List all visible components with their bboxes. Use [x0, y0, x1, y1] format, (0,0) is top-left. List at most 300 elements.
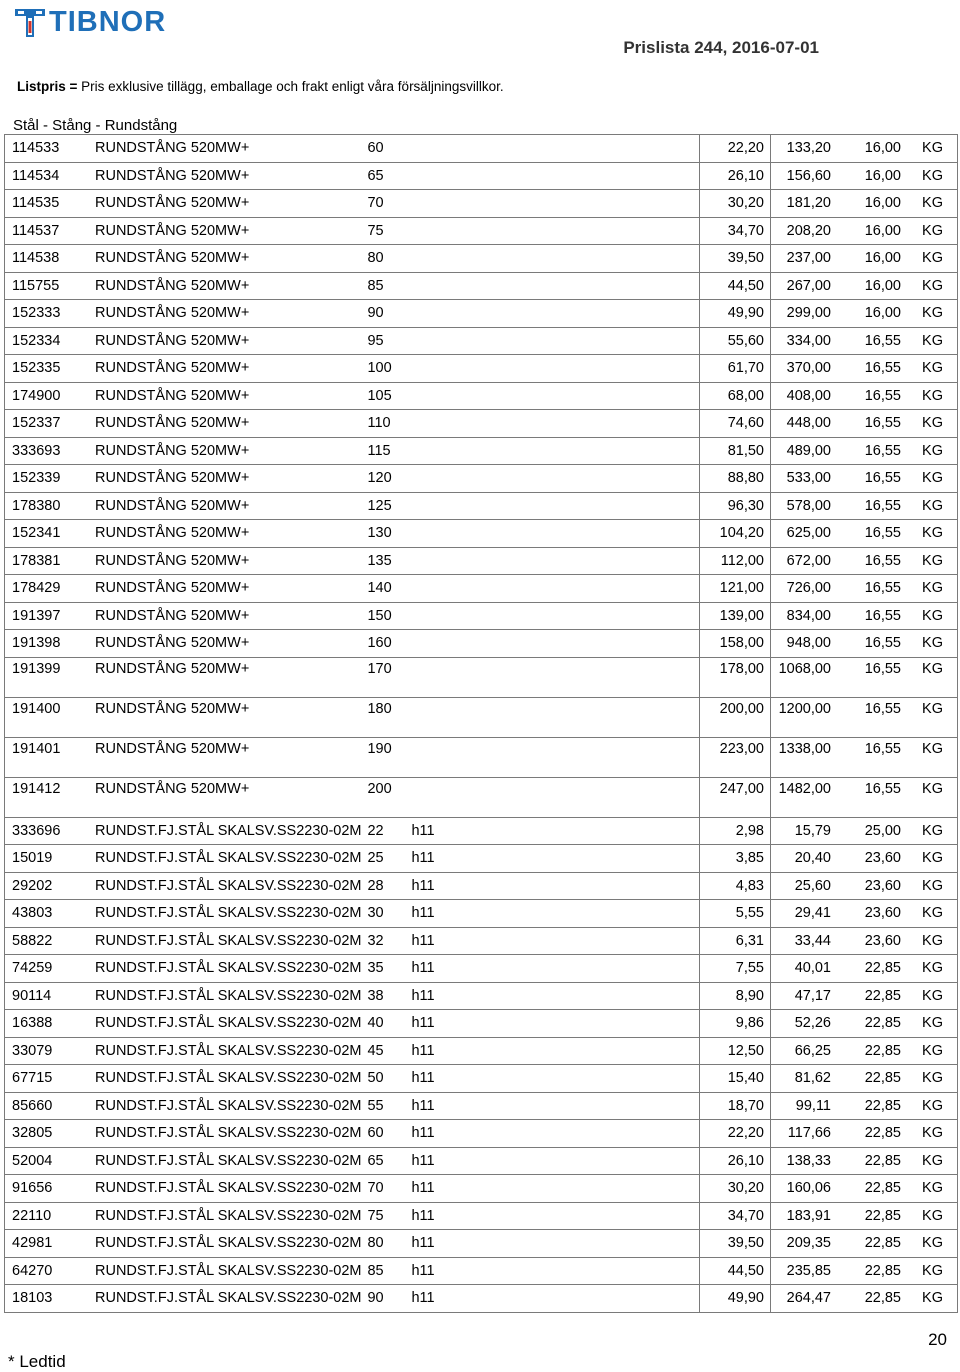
dimension-value: 180: [367, 700, 392, 717]
product-name-cell: RUNDSTÅNG 520MW+: [83, 300, 367, 328]
price-per-meter-cell: 6,31: [700, 927, 771, 955]
unit-cell: KG: [907, 465, 958, 493]
dimension-cell: [367, 845, 699, 873]
price-per-meter-cell: 34,70: [700, 217, 771, 245]
dimension-cell: [367, 737, 699, 777]
dimension-cell: [367, 1285, 699, 1313]
product-name-cell: RUNDST.FJ.STÅL SKALSV.SS2230-02M: [83, 1092, 367, 1120]
dimension-cell: [367, 1202, 699, 1230]
product-name-cell: RUNDST.FJ.STÅL SKALSV.SS2230-02M: [83, 872, 367, 900]
dimension-cell: [367, 217, 699, 245]
dimension-cell: [367, 300, 699, 328]
product-name-cell: RUNDST.FJ.STÅL SKALSV.SS2230-02M: [83, 982, 367, 1010]
price-per-meter-cell: 34,70: [700, 1202, 771, 1230]
list-price-cell: 15,79: [771, 817, 838, 845]
article-number-cell: 58822: [5, 927, 84, 955]
dimension-value: 35: [367, 960, 384, 977]
list-price-cell: 47,17: [771, 982, 838, 1010]
dimension-value: 150: [367, 607, 392, 624]
list-price-cell: 25,60: [771, 872, 838, 900]
article-number-cell: 333693: [5, 437, 84, 465]
list-price-cell: 448,00: [771, 410, 838, 438]
article-number-cell: 32805: [5, 1120, 84, 1148]
product-name-cell: RUNDSTÅNG 520MW+: [83, 520, 367, 548]
list-price-cell: 489,00: [771, 437, 838, 465]
price-per-meter-cell: 49,90: [700, 300, 771, 328]
article-number-cell: 152333: [5, 300, 84, 328]
dimension-cell: [367, 162, 699, 190]
unit-cell: KG: [907, 1202, 958, 1230]
unit-cell: KG: [907, 1230, 958, 1258]
table-row: [5, 1092, 958, 1120]
unit-cell: KG: [907, 272, 958, 300]
price-per-meter-cell: 15,40: [700, 1065, 771, 1093]
table-row: [5, 1202, 958, 1230]
weight-factor-cell: 23,60: [837, 845, 907, 873]
dimension-cell: [367, 1147, 699, 1175]
unit-cell: KG: [907, 437, 958, 465]
product-name-cell: RUNDST.FJ.STÅL SKALSV.SS2230-02M: [83, 1202, 367, 1230]
price-per-meter-cell: 18,70: [700, 1092, 771, 1120]
unit-cell: KG: [907, 190, 958, 218]
article-number-cell: 152339: [5, 465, 84, 493]
tibnor-logo: [13, 5, 166, 39]
product-name-cell: RUNDSTÅNG 520MW+: [83, 327, 367, 355]
product-name-cell: RUNDST.FJ.STÅL SKALSV.SS2230-02M: [83, 1120, 367, 1148]
dimension-value: 85: [367, 1262, 384, 1279]
table-row: [5, 465, 958, 493]
list-price-cell: 20,40: [771, 845, 838, 873]
dimension-cell: [367, 1065, 699, 1093]
dimension-value: 125: [367, 497, 392, 514]
unit-cell: KG: [907, 630, 958, 658]
table-row: [5, 630, 958, 658]
dimension-cell: [367, 1230, 699, 1258]
dimension-value: 75: [367, 222, 384, 239]
section-title: Stål - Stång - Rundstång: [13, 117, 178, 134]
table-row: [5, 900, 958, 928]
article-number-cell: 174900: [5, 382, 84, 410]
list-price-cell: 33,44: [771, 927, 838, 955]
dimension-value: 30: [367, 905, 384, 922]
price-per-meter-cell: 44,50: [700, 1257, 771, 1285]
article-number-cell: 178381: [5, 547, 84, 575]
weight-factor-cell: 22,85: [837, 1120, 907, 1148]
product-name-cell: RUNDST.FJ.STÅL SKALSV.SS2230-02M: [83, 845, 367, 873]
product-name-cell: RUNDSTÅNG 520MW+: [83, 190, 367, 218]
product-name-cell: RUNDST.FJ.STÅL SKALSV.SS2230-02M: [83, 1285, 367, 1313]
price-per-meter-cell: 12,50: [700, 1037, 771, 1065]
weight-factor-cell: 16,55: [837, 327, 907, 355]
weight-factor-cell: 22,85: [837, 1010, 907, 1038]
dimension-cell: [367, 492, 699, 520]
list-price-cell: 208,20: [771, 217, 838, 245]
unit-cell: KG: [907, 1147, 958, 1175]
weight-factor-cell: 22,85: [837, 1065, 907, 1093]
unit-cell: KG: [907, 927, 958, 955]
dimension-value: 90: [367, 305, 384, 322]
page-number: 20: [928, 1330, 947, 1349]
weight-factor-cell: 16,55: [837, 547, 907, 575]
product-name-cell: RUNDSTÅNG 520MW+: [83, 657, 367, 697]
table-row: [5, 135, 958, 163]
product-name-cell: RUNDST.FJ.STÅL SKALSV.SS2230-02M: [83, 1230, 367, 1258]
list-price-cell: 99,11: [771, 1092, 838, 1120]
dimension-cell: [367, 1257, 699, 1285]
list-price-cell: 672,00: [771, 547, 838, 575]
dimension-value: 135: [367, 552, 392, 569]
price-per-meter-cell: 121,00: [700, 575, 771, 603]
table-row: [5, 1010, 958, 1038]
price-per-meter-cell: 22,20: [700, 135, 771, 163]
weight-factor-cell: 23,60: [837, 927, 907, 955]
price-per-meter-cell: 68,00: [700, 382, 771, 410]
dimension-value: 160: [367, 635, 392, 652]
table-row: [5, 382, 958, 410]
list-price-cell: 267,00: [771, 272, 838, 300]
article-number-cell: 33079: [5, 1037, 84, 1065]
table-row: [5, 272, 958, 300]
dimension-cell: [367, 1010, 699, 1038]
price-per-meter-cell: 8,90: [700, 982, 771, 1010]
unit-cell: KG: [907, 602, 958, 630]
price-per-meter-cell: 88,80: [700, 465, 771, 493]
product-name-cell: RUNDSTÅNG 520MW+: [83, 162, 367, 190]
list-price-cell: 726,00: [771, 575, 838, 603]
list-price-cell: 66,25: [771, 1037, 838, 1065]
footnote: * Ledtid: [8, 1352, 66, 1371]
article-number-cell: 64270: [5, 1257, 84, 1285]
table-row: [5, 547, 958, 575]
list-price-cell: 299,00: [771, 300, 838, 328]
unit-cell: KG: [907, 245, 958, 273]
dimension-value: 100: [367, 360, 392, 377]
price-per-meter-cell: 55,60: [700, 327, 771, 355]
weight-factor-cell: 16,55: [837, 520, 907, 548]
table-row: [5, 1120, 958, 1148]
dimension-cell: [367, 697, 699, 737]
article-number-cell: 191400: [5, 697, 84, 737]
list-price-cell: 264,47: [771, 1285, 838, 1313]
unit-cell: KG: [907, 162, 958, 190]
article-number-cell: 114535: [5, 190, 84, 218]
article-number-cell: 114537: [5, 217, 84, 245]
article-number-cell: 90114: [5, 982, 84, 1010]
price-per-meter-cell: 22,20: [700, 1120, 771, 1148]
dimension-value: 115: [367, 442, 391, 459]
article-number-cell: 15019: [5, 845, 84, 873]
list-price-cell: 181,20: [771, 190, 838, 218]
table-row: [5, 777, 958, 817]
list-price-cell: 370,00: [771, 355, 838, 383]
list-price-cell: 408,00: [771, 382, 838, 410]
price-per-meter-cell: 44,50: [700, 272, 771, 300]
list-price-cell: 138,33: [771, 1147, 838, 1175]
article-number-cell: 85660: [5, 1092, 84, 1120]
table-row: [5, 217, 958, 245]
logo-text: TIBNOR: [49, 6, 167, 38]
list-price-cell: 533,00: [771, 465, 838, 493]
weight-factor-cell: 16,55: [837, 630, 907, 658]
dimension-cell: [367, 1092, 699, 1120]
table-row: [5, 1147, 958, 1175]
tolerance-value: h11: [411, 1180, 435, 1197]
unit-cell: KG: [907, 1285, 958, 1313]
article-number-cell: 22110: [5, 1202, 84, 1230]
dimension-value: 85: [367, 277, 384, 294]
dimension-cell: [367, 465, 699, 493]
product-name-cell: RUNDST.FJ.STÅL SKALSV.SS2230-02M: [83, 927, 367, 955]
list-price-cell: 81,62: [771, 1065, 838, 1093]
list-price-cell: 235,85: [771, 1257, 838, 1285]
dimension-cell: [367, 872, 699, 900]
tolerance-value: h11: [411, 850, 435, 867]
article-number-cell: 191399: [5, 657, 84, 697]
weight-factor-cell: 16,55: [837, 602, 907, 630]
product-name-cell: RUNDSTÅNG 520MW+: [83, 697, 367, 737]
tolerance-value: h11: [411, 1015, 435, 1032]
tibnor-logo-icon: [13, 5, 47, 39]
weight-factor-cell: 16,00: [837, 245, 907, 273]
dimension-cell: [367, 1037, 699, 1065]
list-price-cell: 52,26: [771, 1010, 838, 1038]
price-per-meter-cell: 49,90: [700, 1285, 771, 1313]
price-per-meter-cell: 96,30: [700, 492, 771, 520]
dimension-value: 55: [367, 1097, 384, 1114]
unit-cell: KG: [907, 737, 958, 777]
unit-cell: KG: [907, 547, 958, 575]
weight-factor-cell: 22,85: [837, 955, 907, 983]
unit-cell: KG: [907, 1175, 958, 1203]
article-number-cell: 178380: [5, 492, 84, 520]
dimension-value: 140: [367, 580, 392, 597]
dimension-cell: [367, 817, 699, 845]
article-number-cell: 333696: [5, 817, 84, 845]
weight-factor-cell: 23,60: [837, 900, 907, 928]
product-name-cell: RUNDSTÅNG 520MW+: [83, 547, 367, 575]
unit-cell: KG: [907, 135, 958, 163]
weight-factor-cell: 16,55: [837, 410, 907, 438]
list-price-cell: 237,00: [771, 245, 838, 273]
unit-cell: KG: [907, 327, 958, 355]
unit-cell: KG: [907, 217, 958, 245]
article-number-cell: 178429: [5, 575, 84, 603]
product-name-cell: RUNDST.FJ.STÅL SKALSV.SS2230-02M: [83, 1010, 367, 1038]
dimension-value: 50: [367, 1070, 384, 1087]
table-row: [5, 437, 958, 465]
list-price-cell: 1068,00: [771, 657, 838, 697]
dimension-value: 130: [367, 525, 392, 542]
tolerance-value: h11: [411, 1262, 435, 1279]
dimension-value: 120: [367, 470, 392, 487]
table-row: [5, 1285, 958, 1313]
article-number-cell: 152341: [5, 520, 84, 548]
weight-factor-cell: 16,55: [837, 437, 907, 465]
table-row: [5, 1037, 958, 1065]
dimension-value: 200: [367, 780, 392, 797]
weight-factor-cell: 22,85: [837, 982, 907, 1010]
listpris-note: [17, 79, 504, 94]
product-name-cell: RUNDST.FJ.STÅL SKALSV.SS2230-02M: [83, 1037, 367, 1065]
article-number-cell: 191412: [5, 777, 84, 817]
price-per-meter-cell: 26,10: [700, 1147, 771, 1175]
table-row: [5, 190, 958, 218]
dimension-value: 32: [367, 932, 384, 949]
unit-cell: KG: [907, 1092, 958, 1120]
price-per-meter-cell: 112,00: [700, 547, 771, 575]
table-row: [5, 492, 958, 520]
unit-cell: KG: [907, 657, 958, 697]
dimension-cell: [367, 982, 699, 1010]
tolerance-value: h11: [411, 905, 435, 922]
product-name-cell: RUNDSTÅNG 520MW+: [83, 630, 367, 658]
article-number-cell: 115755: [5, 272, 84, 300]
dimension-value: 70: [367, 1180, 384, 1197]
dimension-cell: [367, 575, 699, 603]
table-row: [5, 602, 958, 630]
unit-cell: KG: [907, 1065, 958, 1093]
list-price-cell: 948,00: [771, 630, 838, 658]
article-number-cell: 114534: [5, 162, 84, 190]
table-row: [5, 927, 958, 955]
list-price-cell: 1338,00: [771, 737, 838, 777]
list-price-cell: 40,01: [771, 955, 838, 983]
table-row: [5, 1257, 958, 1285]
dimension-cell: [367, 245, 699, 273]
price-per-meter-cell: 30,20: [700, 1175, 771, 1203]
product-name-cell: RUNDSTÅNG 520MW+: [83, 245, 367, 273]
weight-factor-cell: 16,55: [837, 697, 907, 737]
price-per-meter-cell: 30,20: [700, 190, 771, 218]
weight-factor-cell: 16,00: [837, 272, 907, 300]
dimension-cell: [367, 1175, 699, 1203]
table-row: [5, 520, 958, 548]
table-row: [5, 697, 958, 737]
table-row: [5, 575, 958, 603]
list-price-cell: 625,00: [771, 520, 838, 548]
product-name-cell: RUNDSTÅNG 520MW+: [83, 410, 367, 438]
unit-cell: KG: [907, 382, 958, 410]
price-per-meter-cell: 39,50: [700, 1230, 771, 1258]
weight-factor-cell: 22,85: [837, 1285, 907, 1313]
unit-cell: KG: [907, 1257, 958, 1285]
weight-factor-cell: 16,55: [837, 465, 907, 493]
dimension-value: 60: [367, 140, 384, 157]
dimension-cell: [367, 272, 699, 300]
dimension-value: 105: [367, 387, 392, 404]
product-name-cell: RUNDSTÅNG 520MW+: [83, 437, 367, 465]
unit-cell: KG: [907, 520, 958, 548]
product-name-cell: RUNDSTÅNG 520MW+: [83, 465, 367, 493]
article-number-cell: 152334: [5, 327, 84, 355]
table-row: [5, 327, 958, 355]
price-per-meter-cell: 39,50: [700, 245, 771, 273]
weight-factor-cell: 22,85: [837, 1202, 907, 1230]
pricelist-title: Prislista 244, 2016-07-01: [623, 38, 819, 57]
dimension-value: 170: [367, 660, 392, 677]
unit-cell: KG: [907, 817, 958, 845]
tolerance-value: h11: [411, 1097, 435, 1114]
price-per-meter-cell: 3,85: [700, 845, 771, 873]
weight-factor-cell: 22,85: [837, 1257, 907, 1285]
listpris-label: Listpris =: [17, 79, 78, 94]
table-row: [5, 955, 958, 983]
dimension-cell: [367, 955, 699, 983]
weight-factor-cell: 22,85: [837, 1092, 907, 1120]
unit-cell: KG: [907, 955, 958, 983]
dimension-value: 80: [367, 250, 384, 267]
price-per-meter-cell: 5,55: [700, 900, 771, 928]
table-row: [5, 982, 958, 1010]
table-row: [5, 1065, 958, 1093]
product-name-cell: RUNDSTÅNG 520MW+: [83, 135, 367, 163]
dimension-cell: [367, 1120, 699, 1148]
price-per-meter-cell: 178,00: [700, 657, 771, 697]
dimension-value: 38: [367, 987, 384, 1004]
list-price-cell: 160,06: [771, 1175, 838, 1203]
unit-cell: KG: [907, 1010, 958, 1038]
price-per-meter-cell: 74,60: [700, 410, 771, 438]
weight-factor-cell: 16,00: [837, 190, 907, 218]
table-row: [5, 300, 958, 328]
dimension-value: 70: [367, 195, 384, 212]
list-price-cell: 834,00: [771, 602, 838, 630]
price-per-meter-cell: 4,83: [700, 872, 771, 900]
dimension-value: 75: [367, 1207, 384, 1224]
unit-cell: KG: [907, 492, 958, 520]
unit-cell: KG: [907, 845, 958, 873]
weight-factor-cell: 16,55: [837, 737, 907, 777]
weight-factor-cell: 16,00: [837, 217, 907, 245]
product-name-cell: RUNDSTÅNG 520MW+: [83, 492, 367, 520]
weight-factor-cell: 23,60: [837, 872, 907, 900]
product-name-cell: RUNDST.FJ.STÅL SKALSV.SS2230-02M: [83, 1065, 367, 1093]
product-name-cell: RUNDST.FJ.STÅL SKALSV.SS2230-02M: [83, 955, 367, 983]
article-number-cell: 29202: [5, 872, 84, 900]
unit-cell: KG: [907, 1120, 958, 1148]
list-price-cell: 1482,00: [771, 777, 838, 817]
unit-cell: KG: [907, 697, 958, 737]
table-row: [5, 1230, 958, 1258]
tolerance-value: h11: [411, 822, 435, 839]
table-row: [5, 1175, 958, 1203]
product-name-cell: RUNDST.FJ.STÅL SKALSV.SS2230-02M: [83, 900, 367, 928]
price-per-meter-cell: 200,00: [700, 697, 771, 737]
dimension-value: 65: [367, 167, 384, 184]
price-per-meter-cell: 2,98: [700, 817, 771, 845]
weight-factor-cell: 22,85: [837, 1037, 907, 1065]
dimension-value: 80: [367, 1235, 384, 1252]
product-name-cell: RUNDSTÅNG 520MW+: [83, 355, 367, 383]
list-price-cell: 334,00: [771, 327, 838, 355]
price-per-meter-cell: 81,50: [700, 437, 771, 465]
dimension-value: 65: [367, 1152, 384, 1169]
product-name-cell: RUNDST.FJ.STÅL SKALSV.SS2230-02M: [83, 1257, 367, 1285]
weight-factor-cell: 16,55: [837, 492, 907, 520]
dimension-cell: [367, 630, 699, 658]
table-row: [5, 657, 958, 697]
list-price-cell: 133,20: [771, 135, 838, 163]
dimension-value: 190: [367, 740, 392, 757]
tolerance-value: h11: [411, 877, 435, 894]
weight-factor-cell: 25,00: [837, 817, 907, 845]
dimension-cell: [367, 382, 699, 410]
product-name-cell: RUNDSTÅNG 520MW+: [83, 382, 367, 410]
unit-cell: KG: [907, 982, 958, 1010]
product-name-cell: RUNDSTÅNG 520MW+: [83, 737, 367, 777]
table-row: [5, 737, 958, 777]
weight-factor-cell: 22,85: [837, 1147, 907, 1175]
